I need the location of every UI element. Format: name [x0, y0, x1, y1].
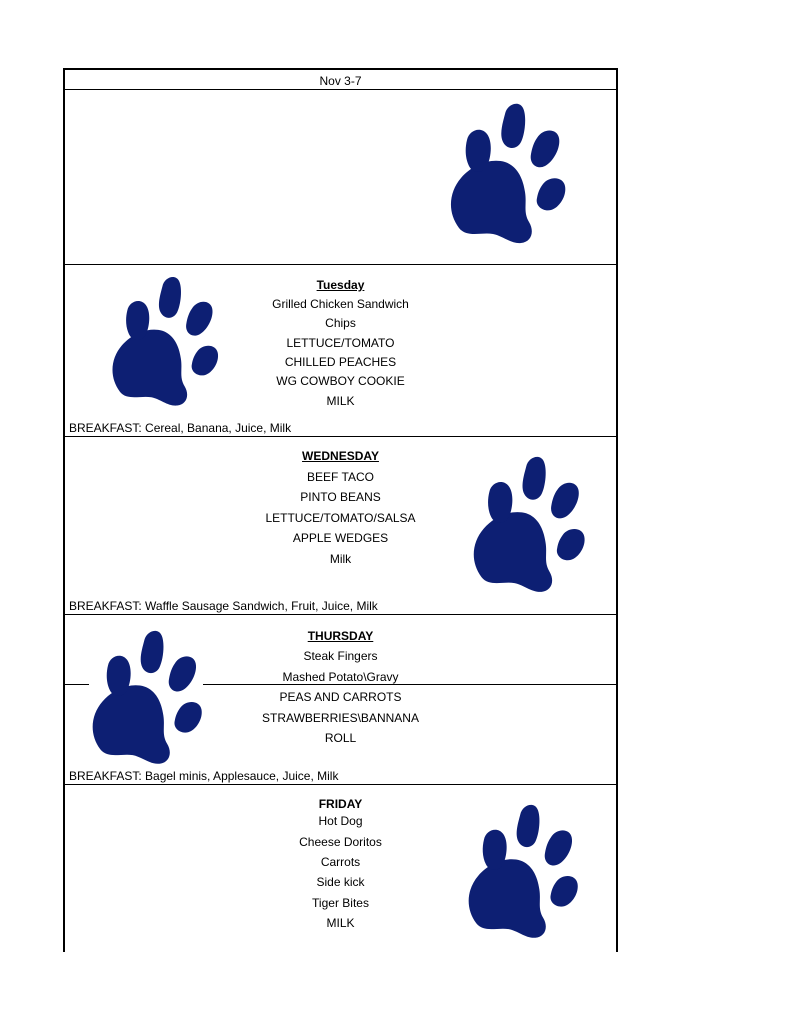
paw-print-icon [87, 626, 211, 766]
menu-item: Mashed Potato\Gravy [282, 670, 399, 684]
menu-item: STRAWBERRIES\BANNANA [262, 711, 419, 725]
breakfast-line: BREAKFAST: Cereal, Banana, Juice, Milk [69, 421, 292, 435]
menu-item: PINTO BEANS [300, 490, 381, 504]
menu-item: Side kick [316, 875, 365, 889]
paw-print-icon [468, 452, 594, 594]
menu-item: Milk [329, 552, 352, 566]
day-heading: THURSDAY [307, 629, 374, 643]
menu-item: ROLL [324, 731, 357, 745]
menu-item: MILK [326, 394, 355, 408]
breakfast-line: BREAKFAST: Bagel minis, Applesauce, Juice, Milk [69, 769, 339, 783]
paw-print-icon [463, 800, 587, 940]
menu-item: Carrots [320, 855, 361, 869]
menu-item: Tiger Bites [312, 896, 369, 910]
menu-item: LETTUCE/TOMATO/SALSA [265, 511, 416, 525]
menu-item: LETTUCE/TOMATO [286, 336, 395, 350]
day-heading: WEDNESDAY [302, 449, 379, 463]
paw-print-icon [445, 100, 575, 244]
divider [65, 614, 616, 615]
menu-item: APPLE WEDGES [292, 531, 389, 545]
day-heading: FRIDAY [318, 797, 363, 811]
menu-item: PEAS AND CARROTS [279, 690, 402, 704]
menu-item: Chips [325, 316, 356, 330]
menu-item: Hot Dog [318, 814, 363, 828]
menu-item: CHILLED PEACHES [284, 355, 397, 369]
menu-item: Cheese Doritos [299, 835, 382, 849]
menu-item: Grilled Chicken Sandwich [272, 297, 409, 311]
divider [65, 89, 616, 90]
breakfast-line: BREAKFAST: Waffle Sausage Sandwich, Fruit, Juice, Milk [69, 599, 378, 613]
menu-item: WG COWBOY COOKIE [276, 374, 405, 388]
menu-frame [63, 68, 618, 952]
menu-item: BEEF TACO [307, 470, 374, 484]
divider [65, 784, 616, 785]
week-title: Nov 3-7 [319, 74, 362, 88]
menu-item: Steak Fingers [303, 649, 378, 663]
menu-item: MILK [326, 916, 355, 930]
day-heading: Tuesday [316, 278, 365, 292]
divider [65, 436, 616, 437]
divider [65, 264, 616, 265]
